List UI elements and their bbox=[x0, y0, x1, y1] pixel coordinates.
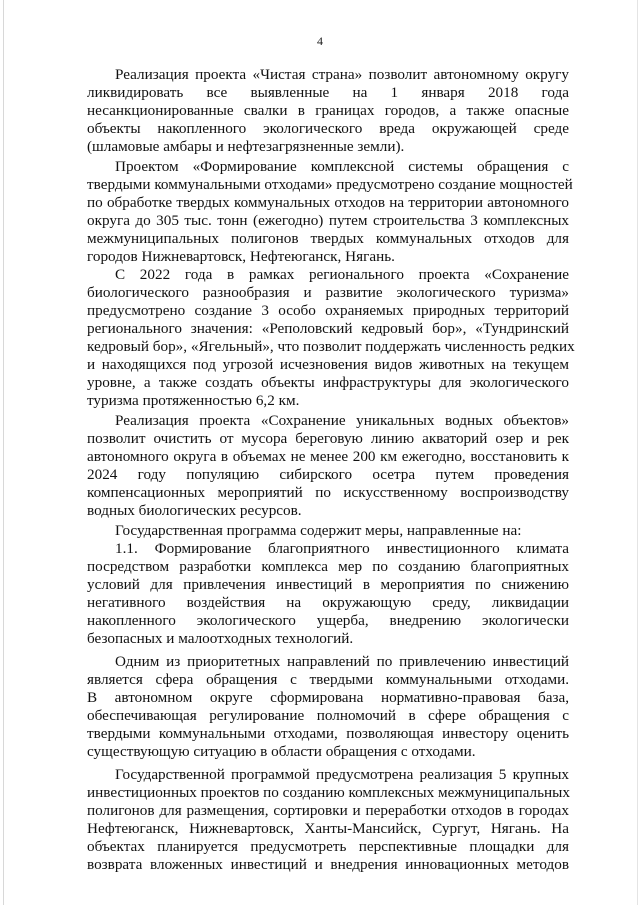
text-line: Государственной программой предусмотрена реализация 5 крупных bbox=[115, 766, 569, 783]
text-line: Реализация проекта «Сохранение уникальных водных объектов» bbox=[115, 412, 569, 429]
text-line: В автономном округе сформирована нормативно-правовая база, bbox=[87, 689, 569, 706]
text-line: уровне, а также создать объекты инфраструктуры для экологического bbox=[87, 374, 569, 391]
text-line: автономного округа в объемах не менее 200 км ежегодно, восстановить к bbox=[87, 448, 569, 465]
paragraph-program-measures bbox=[87, 522, 569, 540]
text-line: округа до 305 тыс. тонн (ежегодно) путем строительства 3 комплексных bbox=[87, 212, 569, 229]
text-line: Государственная программа содержит меры, направленные на: bbox=[115, 522, 522, 539]
text-line: твердыми коммунальными отходами» предусмотрено создание мощностей bbox=[87, 176, 573, 193]
text-line: Одним из приоритетных направлений по привлечению инвестиций bbox=[115, 653, 569, 670]
text-line: является сфера обращения с твердыми коммунальными отходами. bbox=[87, 671, 569, 688]
text-line: полигонов для размещения, сортировки и переработки отходов в городах bbox=[87, 802, 569, 819]
page-number: 4 bbox=[317, 34, 323, 48]
paragraph-clean-country bbox=[87, 66, 569, 156]
text-line: межмуниципальных полигонов твердых коммунальных отходов для bbox=[87, 230, 569, 247]
text-line: негативного воздействия на окружающую среду, ликвидации bbox=[87, 594, 569, 611]
paragraph-biodiversity bbox=[87, 266, 575, 410]
text-line: Реализация проекта «Чистая страна» позволит автономному округу bbox=[115, 66, 569, 83]
paragraph-investment-projects bbox=[87, 766, 569, 874]
text-line: твердыми коммунальными отходами, позволяющая инвестору оценить bbox=[87, 725, 569, 742]
text-line: городов Нижневартовск, Нефтеюганск, Нягань. bbox=[87, 248, 395, 265]
text-line: накопленного экологического ущерба, внедрению экологически bbox=[87, 612, 569, 629]
text-line: объектах планируется предусмотреть перспективные площадки для bbox=[87, 838, 569, 855]
text-line: ликвидировать все выявленные на 1 января 2018 года bbox=[87, 84, 569, 101]
text-line: кедровый бор», «Ягельный», что позволит поддержать численность редких bbox=[87, 338, 575, 355]
text-line: предусмотрено создание 3 особо охраняемых природных территорий bbox=[87, 302, 569, 319]
text-line: Нефтеюганск, Нижневартовск, Ханты-Мансийск, Сургут, Нягань. На bbox=[87, 820, 569, 837]
text-line: 1.1. Формирование благоприятного инвестиционного климата bbox=[115, 540, 569, 557]
text-line: посредством разработки комплекса мер по созданию благоприятных bbox=[87, 558, 569, 575]
text-line: по обработке твердых коммунальных отходов на территории автономного bbox=[87, 194, 569, 211]
text-line: водных биологических ресурсов. bbox=[87, 502, 302, 519]
text-line: (шламовые амбары и нефтезагрязненные земли). bbox=[87, 138, 405, 155]
text-line: компенсационных мероприятий по искусственному воспроизводству bbox=[87, 484, 569, 501]
text-line: 2024 году популяцию сибирского осетра путем проведения bbox=[87, 466, 569, 483]
text-line: возврата вложенных инвестиций и внедрения инновационных методов bbox=[87, 856, 569, 873]
paragraph-waste-system bbox=[87, 158, 573, 266]
scan-edge-left bbox=[3, 0, 4, 905]
text-line: безопасных и малоотходных технологий. bbox=[87, 630, 354, 647]
text-line: инвестиционных проектов по созданию комплексных межмуниципальных bbox=[87, 784, 570, 801]
text-line: объекты накопленного экологического вреда окружающей среде bbox=[87, 120, 569, 137]
text-line: позволит очистить от мусора береговую линию акваторий озер и рек bbox=[87, 430, 569, 447]
scan-edge-right bbox=[637, 0, 638, 905]
paragraph-water-objects bbox=[87, 412, 569, 520]
document-body bbox=[87, 66, 575, 874]
paragraph-investment-priority bbox=[87, 653, 569, 761]
text-line: С 2022 года в рамках регионального проекта «Сохранение bbox=[115, 266, 569, 283]
paragraph-item-1-1 bbox=[87, 540, 569, 648]
text-line: условий для привлечения инвестиций в мероприятия по снижению bbox=[87, 576, 569, 593]
text-line: существующую ситуацию в области обращения с отходами. bbox=[87, 743, 476, 760]
text-line: обеспечивающая регулирование полномочий в сфере обращения с bbox=[87, 707, 569, 724]
text-line: Проектом «Формирование комплексной системы обращения с bbox=[115, 158, 569, 175]
text-line: и находящихся под угрозой исчезновения видов животных на текущем bbox=[87, 356, 569, 373]
text-line: несанкционированные свалки в границах городов, а также опасные bbox=[87, 102, 569, 119]
text-line: туризма протяженностью 6,2 км. bbox=[87, 392, 300, 409]
text-line: регионального значения: «Реполовский кедровый бор», «Тундринский bbox=[87, 320, 569, 337]
text-line: биологического разнообразия и развитие экологического туризма» bbox=[87, 284, 569, 301]
